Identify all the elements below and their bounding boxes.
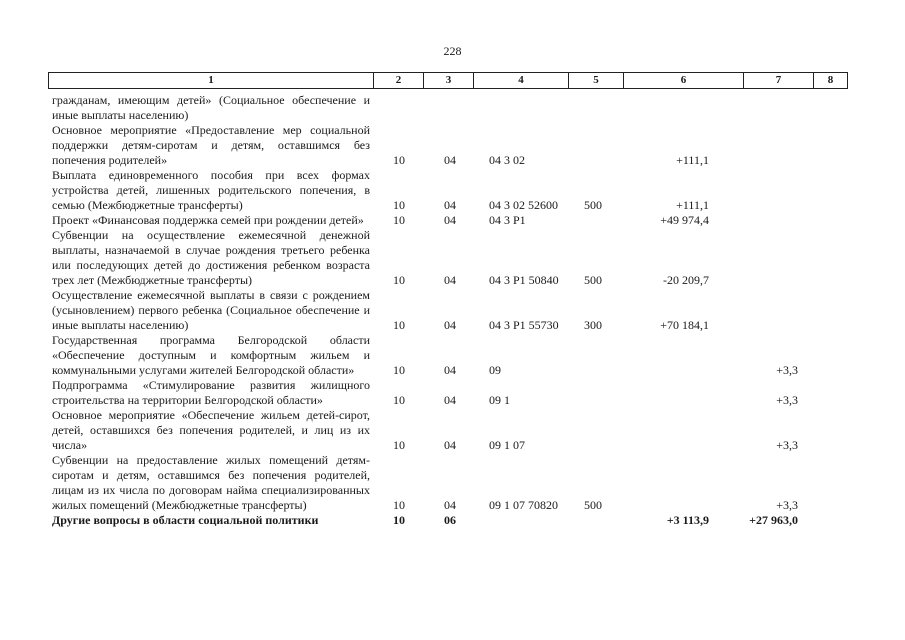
subsection-code: 04 <box>444 318 456 332</box>
target-article-code: 04 3 P1 55730 <box>489 318 559 332</box>
amount-col-7: +27 963,0 <box>749 513 798 527</box>
target-article-code: 04 3 P1 <box>489 213 526 227</box>
row-description: Государственная программа Белгородской области «Обеспечение доступным и комфортным жильем и коммунальными услугами жителей Белгородской области» <box>52 333 370 377</box>
target-article-code: 09 1 07 70820 <box>489 498 558 512</box>
subsection-code: 04 <box>444 393 456 407</box>
row-description: Основное мероприятие «Обеспечение жильем детей-сирот, детей, оставшихся без попечения родителей, и лиц из их числа» <box>52 408 370 452</box>
section-code: 10 <box>393 513 405 527</box>
table-row <box>52 453 852 513</box>
table-row <box>52 213 852 228</box>
target-article-code: 04 3 02 52600 <box>489 198 558 212</box>
target-article-code: 09 <box>489 363 501 377</box>
section-code: 10 <box>393 213 405 227</box>
subsection-code: 04 <box>444 153 456 167</box>
section-code: 10 <box>393 438 405 452</box>
header-col-3: 3 <box>424 73 474 88</box>
subsection-code: 04 <box>444 438 456 452</box>
section-code: 10 <box>393 198 405 212</box>
section-code: 10 <box>393 498 405 512</box>
expense-type-code: 500 <box>584 273 602 287</box>
table-row <box>52 123 852 168</box>
section-code: 10 <box>393 273 405 287</box>
row-description: Проект «Финансовая поддержка семей при рождении детей» <box>52 213 364 227</box>
table-row <box>52 333 852 378</box>
header-col-8: 8 <box>827 74 834 86</box>
amount-col-6: +3 113,9 <box>666 513 709 527</box>
header-col-1: 1 <box>49 73 374 88</box>
target-article-code: 04 3 P1 50840 <box>489 273 559 287</box>
section-code: 10 <box>393 318 405 332</box>
amount-col-7: +3,3 <box>776 498 798 512</box>
amount-col-7: +3,3 <box>776 438 798 452</box>
row-description: Подпрограмма «Стимулирование развития жилищного строительства на территории Белгородской области» <box>52 378 370 407</box>
section-code: 10 <box>393 363 405 377</box>
table-row <box>52 378 852 408</box>
expense-type-code: 500 <box>584 498 602 512</box>
expense-type-code: 300 <box>584 318 602 332</box>
row-description: гражданам, имеющим детей» (Социальное обеспечение и иные выплаты населению) <box>52 93 370 122</box>
subsection-code: 04 <box>444 498 456 512</box>
row-description: Выплата единовременного пособия при всех формах устройства детей, лишенных родительского попечения, в семью (Межбюджетные трансферты) <box>52 168 370 212</box>
subsection-code: 04 <box>444 363 456 377</box>
target-article-code: 04 3 02 <box>489 153 525 167</box>
header-col-6: 6 <box>624 73 744 88</box>
amount-col-7: +3,3 <box>776 393 798 407</box>
row-description: Субвенции на осуществление ежемесячной денежной выплаты, назначаемой в случае рождения третьего ребенка или последующих детей до достижения ребенком возраста трех лет (Межбюджетные трансферты) <box>52 228 370 287</box>
section-code: 10 <box>393 393 405 407</box>
amount-col-6: +70 184,1 <box>660 318 709 332</box>
target-article-code: 09 1 07 <box>489 438 525 452</box>
row-description: Другие вопросы в области социальной политики <box>52 513 319 527</box>
table-header <box>48 72 848 89</box>
amount-col-6: +111,1 <box>676 153 709 167</box>
table-row <box>52 168 852 213</box>
table-row <box>52 288 852 333</box>
table-row-section-total <box>52 513 852 528</box>
target-article-code: 09 1 <box>489 393 510 407</box>
table-row <box>52 93 852 123</box>
budget-table-body <box>52 93 852 528</box>
subsection-code: 06 <box>444 513 456 527</box>
page-number: 228 <box>443 44 462 58</box>
subsection-code: 04 <box>444 198 456 212</box>
expense-type-code: 500 <box>584 198 602 212</box>
amount-col-6: +111,1 <box>676 198 709 212</box>
table-row <box>52 228 852 288</box>
subsection-code: 04 <box>444 273 456 287</box>
amount-col-6: -20 209,7 <box>663 273 709 287</box>
amount-col-6: +49 974,4 <box>660 213 709 227</box>
row-description: Основное мероприятие «Предоставление мер социальной поддержки детям-сиротам и детям, оставшимся без попечения родителей» <box>52 123 370 167</box>
subsection-code: 04 <box>444 213 456 227</box>
section-code: 10 <box>393 153 405 167</box>
header-col-5: 5 <box>569 73 624 88</box>
row-description: Осуществление ежемесячной выплаты в связи с рождением (усыновлением) первого ребенка (Социальное обеспечение и иные выплаты населению) <box>52 288 370 332</box>
header-col-7: 7 <box>744 73 814 88</box>
row-description: Субвенции на предоставление жилых помещений детям-сиротам и детям, оставшимся без попечения родителей, лицам из их числа по договорам найма специализированных жилых помещений (Межбюджетные трансферты) <box>52 453 370 512</box>
header-col-4: 4 <box>474 73 569 88</box>
header-col-2: 2 <box>374 73 424 88</box>
table-row <box>52 408 852 453</box>
amount-col-7: +3,3 <box>776 363 798 377</box>
